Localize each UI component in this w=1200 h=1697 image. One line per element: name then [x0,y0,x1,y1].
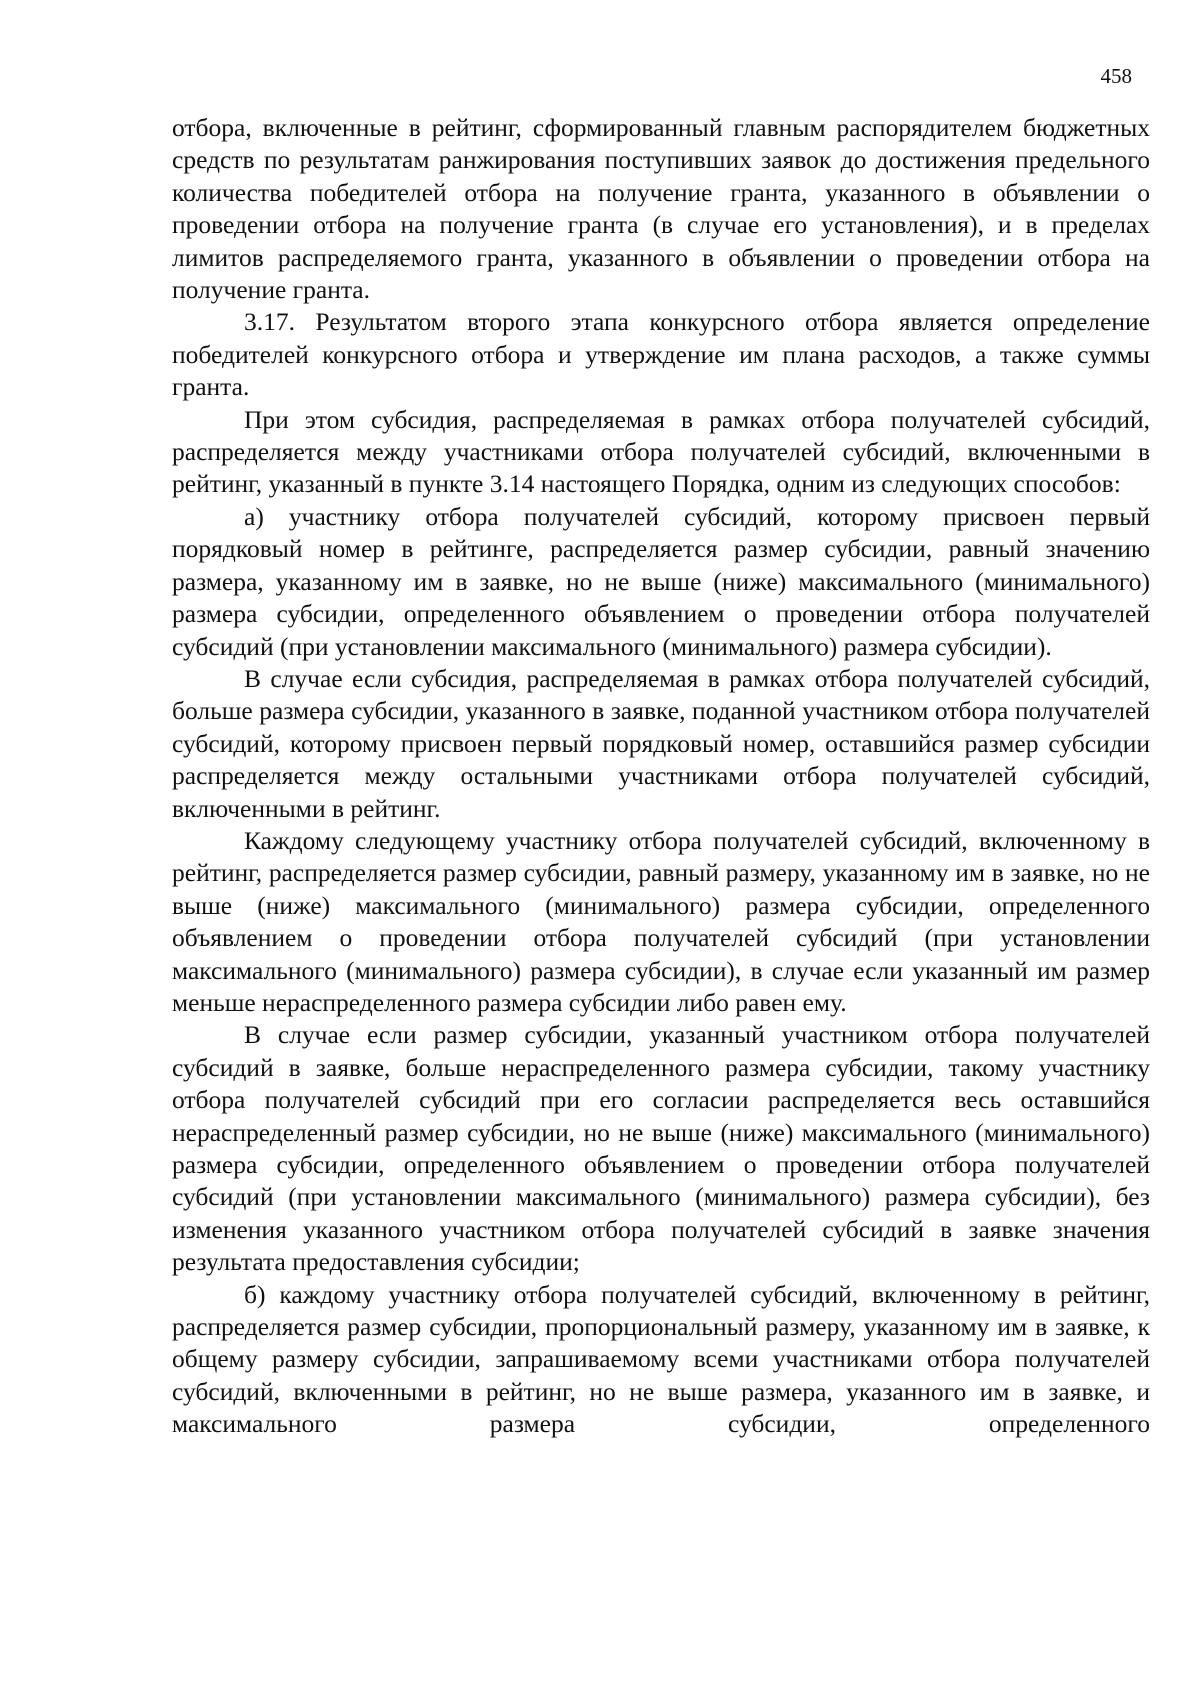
paragraph-exceeding-amount: В случае если размер субсидии, указанный участником отбора получателей субсидий в заявке, больше нераспределенного размера субсидии, такому участнику отбора получателей субсидий при его согласии распределяется весь оставшийся нераспределенный размер субсидии, но не выше (ниже) максимального (минимального) размера субсидии, определенного объявлением о проведении отбора получателей субсидий (при установлении максимального (минимального) размера субсидии), без изменения указанного участником отбора получателей субсидий в заявке значения результата предоставления субсидии; [172,1020,1150,1277]
page-number: 458 [1100,64,1132,88]
paragraph-remaining-subsidy: В случае если субсидия, распределяемая в рамках отбора получателей субсидий, больше размера субсидии, указанного в заявке, поданной участником отбора получателей субсидий, которому присвоен первый порядковый номер, оставшийся размер субсидии распределяется между остальными участниками отбора получателей субсидий, включенными в рейтинг. [172,663,1150,823]
paragraph-method-b: б) каждому участнику отбора получателей субсидий, включенному в рейтинг, распределяется размер субсидии, пропорциональный размеру, указанному им в заявке, к общему размеру субсидии, запрашиваемому всеми участниками отбора получателей субсидий, включенными в рейтинг, но не выше размера, указанного им в заявке, и максимального размера субсидии, определенного [172,1279,1150,1439]
paragraph-distribution-methods: При этом субсидия, распределяемая в рамках отбора получателей субсидий, распределяется между участниками отбора получателей субсидий, включенными в рейтинг, указанный в пункте 3.14 настоящего Порядка, одним из следующих способов: [172,404,1150,499]
paragraph-continued: отбора, включенные в рейтинг, сформированный главным распорядителем бюджетных средств по результатам ранжирования поступивших заявок до достижения предельного количества победителей отбора на получение гранта, указанного в объявлении о проведении отбора на получение гранта (в случае его установления), и в пределах лимитов распределяемого гранта, указанного в объявлении о проведении отбора на получение гранта. [172,113,1150,305]
paragraph-3-17: 3.17. Результатом второго этапа конкурсного отбора является определение победителей конкурсного отбора и утверждение им плана расходов, а также суммы гранта. [172,307,1150,402]
paragraph-method-a: а) участнику отбора получателей субсидий, которому присвоен первый порядковый номер в рейтинге, распределяется размер субсидии, равный значению размера, указанному им в заявке, но не выше (ниже) максимального (минимального) размера субсидии, определенного объявлением о проведении отбора получателей субсидий (при установлении максимального (минимального) размера субсидии). [172,501,1150,661]
document-body [172,112,1150,1441]
paragraph-each-next-participant: Каждому следующему участнику отбора получателей субсидий, включенному в рейтинг, распределяется размер субсидии, равный размеру, указанному им в заявке, но не выше (ниже) максимального (минимального) размера субсидии, определенного объявлением о проведении отбора получателей субсидий (при установлении максимального (минимального) размера субсидии), в случае если указанный им размер меньше нераспределенного размера субсидии либо равен ему. [172,825,1150,1017]
